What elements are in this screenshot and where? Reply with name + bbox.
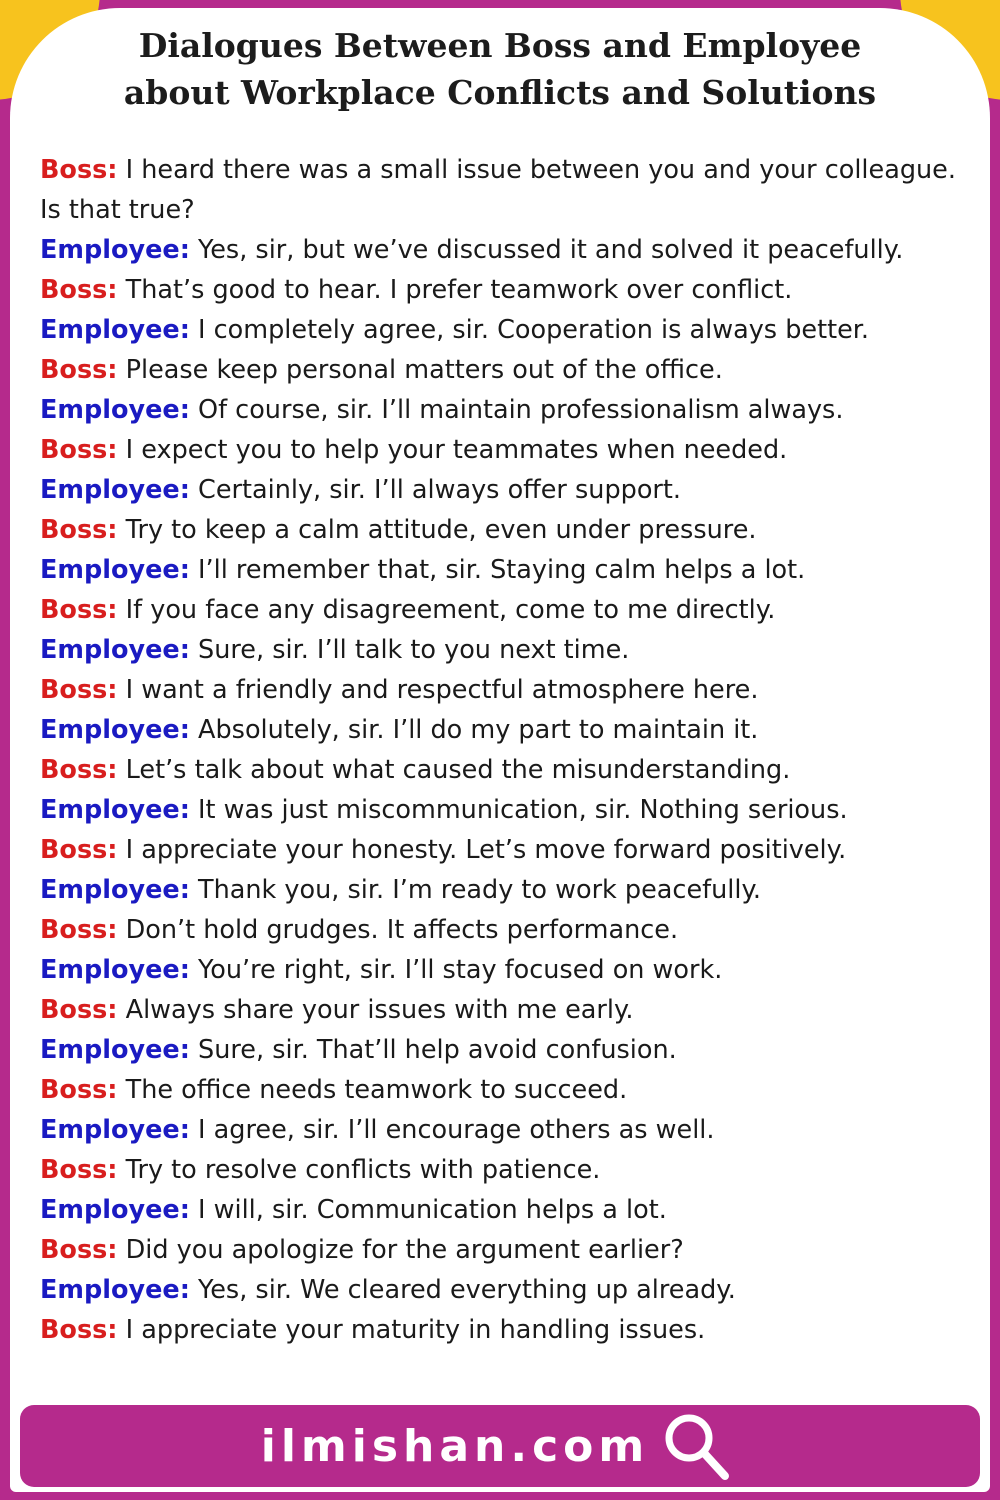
title-line-1: Dialogues Between Boss and Employee bbox=[138, 26, 862, 65]
boss-speaker-label: Boss: bbox=[40, 595, 118, 625]
dialogue-text: The office needs teamwork to succeed. bbox=[125, 1075, 628, 1105]
dialogue-text: Thank you, sir. I’m ready to work peacefully. bbox=[198, 875, 762, 905]
dialogue-text: I completely agree, sir. Cooperation is always better. bbox=[198, 315, 869, 345]
dialogue-line bbox=[40, 790, 975, 830]
employee-speaker-label: Employee: bbox=[40, 715, 190, 745]
dialogue-text: Let’s talk about what caused the misunderstanding. bbox=[125, 755, 791, 785]
dialogue-line bbox=[40, 870, 975, 910]
dialogue-line bbox=[40, 310, 975, 350]
dialogue-line bbox=[40, 230, 975, 270]
boss-speaker-label: Boss: bbox=[40, 755, 118, 785]
dialogue-line bbox=[40, 1030, 975, 1070]
dialogue-line bbox=[40, 670, 975, 710]
dialogue-text: If you face any disagreement, come to me directly. bbox=[125, 595, 776, 625]
boss-speaker-label: Boss: bbox=[40, 675, 118, 705]
search-icon bbox=[659, 1406, 739, 1486]
boss-speaker-label: Boss: bbox=[40, 355, 118, 385]
boss-speaker-label: Boss: bbox=[40, 515, 118, 545]
dialogue-line bbox=[40, 1270, 975, 1310]
employee-speaker-label: Employee: bbox=[40, 395, 190, 425]
dialogue-line bbox=[40, 1070, 975, 1110]
dialogue-text: Please keep personal matters out of the office. bbox=[125, 355, 723, 385]
dialogue-text: Try to resolve conflicts with patience. bbox=[125, 1155, 601, 1185]
employee-speaker-label: Employee: bbox=[40, 235, 190, 265]
dialogue-text: You’re right, sir. I’ll stay focused on work. bbox=[198, 955, 723, 985]
boss-speaker-label: Boss: bbox=[40, 435, 118, 465]
employee-speaker-label: Employee: bbox=[40, 1115, 190, 1145]
dialogue-text: I heard there was a small issue between you and your colleague. Is that true? bbox=[40, 155, 956, 225]
dialogue-line bbox=[40, 990, 975, 1030]
dialogue-line bbox=[40, 510, 975, 550]
dialogue-text: Absolutely, sir. I’ll do my part to maintain it. bbox=[198, 715, 759, 745]
dialogue-line bbox=[40, 1190, 975, 1230]
employee-speaker-label: Employee: bbox=[40, 555, 190, 585]
dialogue-line bbox=[40, 350, 975, 390]
employee-speaker-label: Employee: bbox=[40, 795, 190, 825]
dialogue-line bbox=[40, 1150, 975, 1190]
dialogue-text: I appreciate your honesty. Let’s move forward positively. bbox=[125, 835, 847, 865]
employee-speaker-label: Employee: bbox=[40, 475, 190, 505]
dialogue-line bbox=[40, 430, 975, 470]
dialogue-text: I agree, sir. I’ll encourage others as well. bbox=[198, 1115, 715, 1145]
dialogue-text: Certainly, sir. I’ll always offer support. bbox=[198, 475, 682, 505]
dialogue-text: Sure, sir. I’ll talk to you next time. bbox=[198, 635, 630, 665]
dialogue-line bbox=[40, 150, 975, 230]
employee-speaker-label: Employee: bbox=[40, 1275, 190, 1305]
dialogue-text: Yes, sir. We cleared everything up already. bbox=[198, 1275, 736, 1305]
boss-speaker-label: Boss: bbox=[40, 915, 118, 945]
dialogue-text: Sure, sir. That’ll help avoid confusion. bbox=[198, 1035, 677, 1065]
employee-speaker-label: Employee: bbox=[40, 315, 190, 345]
dialogue-line bbox=[40, 470, 975, 510]
employee-speaker-label: Employee: bbox=[40, 955, 190, 985]
dialogue-line bbox=[40, 1230, 975, 1270]
dialogue-line bbox=[40, 590, 975, 630]
employee-speaker-label: Employee: bbox=[40, 875, 190, 905]
boss-speaker-label: Boss: bbox=[40, 835, 118, 865]
site-name[interactable]: ilmishan.com bbox=[260, 1420, 650, 1472]
dialogue-line bbox=[40, 710, 975, 750]
dialogue-text: Of course, sir. I’ll maintain professionalism always. bbox=[198, 395, 844, 425]
dialogue-line bbox=[40, 830, 975, 870]
employee-speaker-label: Employee: bbox=[40, 1035, 190, 1065]
dialogue-text: I’ll remember that, sir. Staying calm helps a lot. bbox=[198, 555, 806, 585]
boss-speaker-label: Boss: bbox=[40, 1235, 118, 1265]
dialogue-line bbox=[40, 910, 975, 950]
boss-speaker-label: Boss: bbox=[40, 275, 118, 305]
boss-speaker-label: Boss: bbox=[40, 155, 118, 185]
boss-speaker-label: Boss: bbox=[40, 1315, 118, 1345]
employee-speaker-label: Employee: bbox=[40, 635, 190, 665]
dialogue-line bbox=[40, 750, 975, 790]
dialogue-text: I want a friendly and respectful atmosphere here. bbox=[125, 675, 759, 705]
dialogue-line bbox=[40, 390, 975, 430]
page-title bbox=[0, 22, 1000, 116]
boss-speaker-label: Boss: bbox=[40, 995, 118, 1025]
dialogue-list bbox=[40, 150, 975, 1350]
dialogue-text: I expect you to help your teammates when needed. bbox=[125, 435, 788, 465]
dialogue-text: Don’t hold grudges. It affects performance. bbox=[125, 915, 679, 945]
dialogue-text: I appreciate your maturity in handling issues. bbox=[125, 1315, 706, 1345]
footer-banner[interactable] bbox=[20, 1405, 980, 1487]
dialogue-line bbox=[40, 1310, 975, 1350]
dialogue-line bbox=[40, 270, 975, 310]
dialogue-text: Yes, sir, but we’ve discussed it and solved it peacefully. bbox=[198, 235, 904, 265]
dialogue-text: It was just miscommunication, sir. Nothing serious. bbox=[198, 795, 848, 825]
dialogue-text: Try to keep a calm attitude, even under pressure. bbox=[125, 515, 757, 545]
title-line-2: about Workplace Conflicts and Solutions bbox=[123, 73, 877, 112]
boss-speaker-label: Boss: bbox=[40, 1155, 118, 1185]
boss-speaker-label: Boss: bbox=[40, 1075, 118, 1105]
dialogue-line bbox=[40, 1110, 975, 1150]
dialogue-text: Always share your issues with me early. bbox=[125, 995, 634, 1025]
dialogue-text: Did you apologize for the argument earlier? bbox=[125, 1235, 684, 1265]
dialogue-text: That’s good to hear. I prefer teamwork over conflict. bbox=[125, 275, 793, 305]
dialogue-line bbox=[40, 630, 975, 670]
dialogue-line bbox=[40, 950, 975, 990]
employee-speaker-label: Employee: bbox=[40, 1195, 190, 1225]
dialogue-line bbox=[40, 550, 975, 590]
dialogue-text: I will, sir. Communication helps a lot. bbox=[198, 1195, 667, 1225]
